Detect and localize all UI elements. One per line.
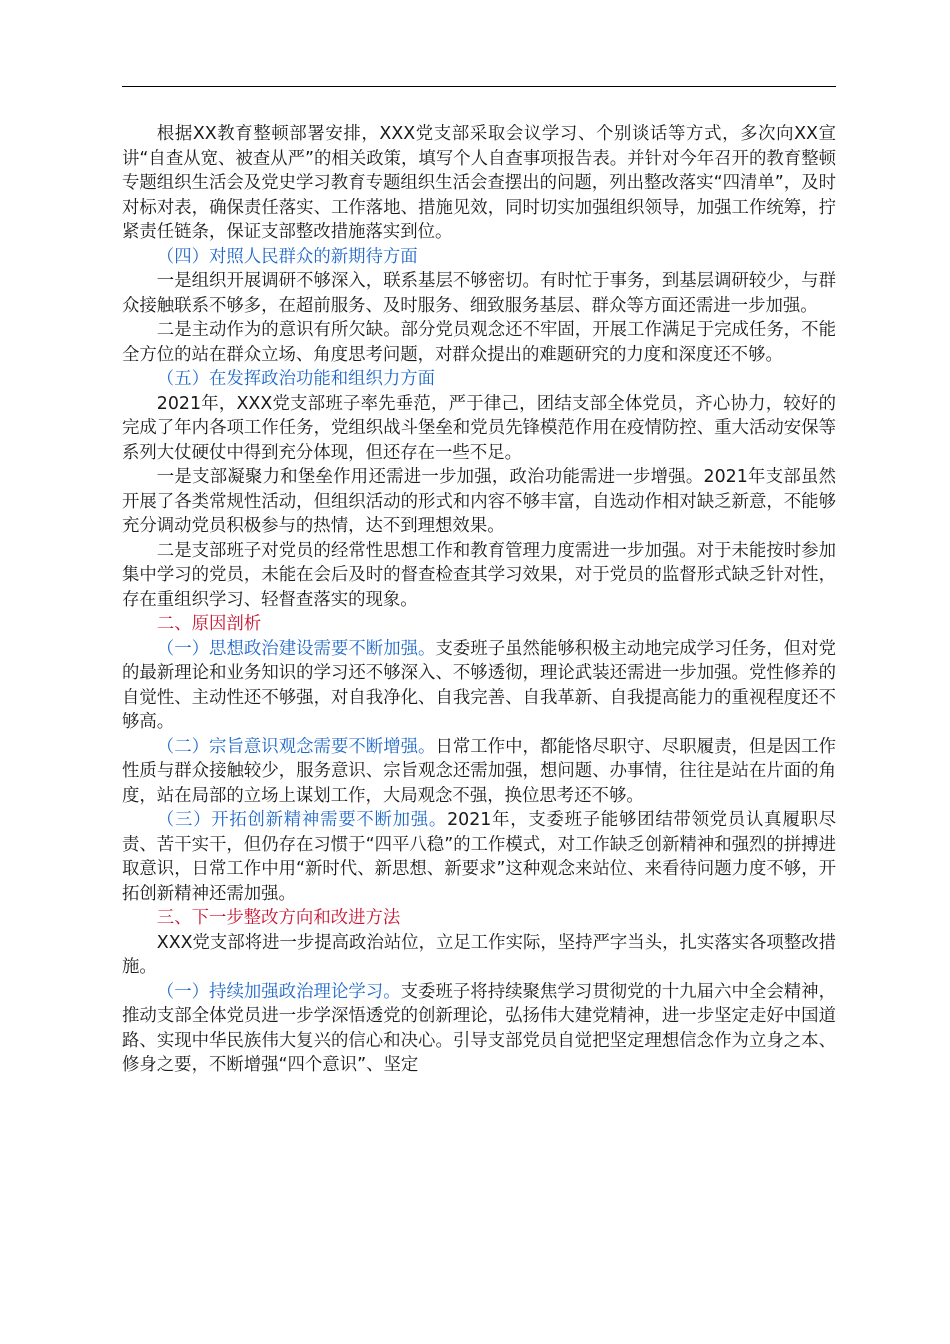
paragraph-4-2: 二是主动作为的意识有所欠缺。部分党员观念还不牢固，开展工作满足于完成任务，不能全方位的站在群众立场、角度思考问题，对群众提出的难题研究的力度和深度还不够。 <box>122 320 836 365</box>
paragraph-next-1 <box>122 980 836 1078</box>
paragraph-next-1-text: 支委班子将持续聚焦学习贯彻党的十九届六中全会精神，推动支部全体党员进一步学深悟透党的创新理论，弘扬伟大建党精神，进一步坚定走好中国道路、实现中华民族伟大复兴的信心和决心。引导支部党员自觉把坚定理想信念作为立身之本、修身之要，不断增强“四个意识”、坚定 <box>122 981 836 1075</box>
paragraph-cause-2 <box>122 735 836 809</box>
paragraph-cause-1-text: 支委班子虽然能够积极主动地完成学习任务，但对党的最新理论和业务知识的学习还不够深入、不够透彻，理论武装还需进一步加强。党性修养的自觉性、主动性还不够强，对自我净化、自我完善、自我革新、自我提高能力的重视程度还不够高。 <box>122 638 836 732</box>
paragraph-5-2: 二是支部班子对党员的经常性思想工作和教育管理力度需进一步加强。对于未能按时参加集中学习的党员，未能在会后及时的督查检查其学习效果，对于党员的监督形式缺乏针对性，存在重组织学习、轻督查落实的现象。 <box>122 540 836 610</box>
paragraph-next-intro: XXX党支部将进一步提高政治站位，立足工作实际，坚持严字当头，扎实落实各项整改措施。 <box>122 932 836 977</box>
lead-heading-cause-2: （二）宗旨意识观念需要不断增强。 <box>156 736 436 757</box>
heading-section-4: （四）对照人民群众的新期待方面 <box>156 246 418 267</box>
paragraph-cause-3-text: 2021年，支委班子能够团结带领党员认真履职尽责、苦干实干，但仍存在习惯于“四平八稳”的工作模式，对工作缺乏创新精神和强烈的拼搏进取意识，日常工作中用“新时代、新思想、新要求”这种观念来站位、来看待问题力度不够，开拓创新精神还需加强。 <box>122 810 836 904</box>
lead-heading-next-1: （一）持续加强政治理论学习。 <box>156 981 401 1002</box>
paragraph-cause-3 <box>122 808 836 906</box>
lead-heading-cause-1: （一）思想政治建设需要不断加强。 <box>156 638 436 659</box>
paragraph-5-intro: 2021年，XXX党支部班子率先垂范，严于律己，团结支部全体党员，齐心协力，较好的完成了年内各项工作任务，党组织战斗堡垒和党员先锋模范作用在疫情防控、重大活动安保等系列大仗硬仗中得到充分体现，但还存在一些不足。 <box>122 393 836 463</box>
heading-section-5: （五）在发挥政治功能和组织力方面 <box>156 369 436 389</box>
paragraph-intro: 根据XX教育整顿部署安排，XXX党支部采取会议学习、个别谈话等方式，多次向XX宣讲“自查从宽、被查从严”的相关政策，填写个人自查事项报告表。并针对今年召开的教育整顿专题组织生活会及党史学习教育专题组织生活会查摆出的问题，列出整改落实“四清单”，及时对标对表，确保责任落实、工作落地、措施见效，同时切实加强组织领导，加强工作统筹，拧紧责任链条，保证支部整改措施落实到位。 <box>122 124 836 242</box>
lead-heading-cause-3: （三）开拓创新精神需要不断加强。 <box>156 810 448 830</box>
heading-cause-analysis: 二、原因剖析 <box>156 614 262 634</box>
paragraph-5-1: 一是支部凝聚力和堡垒作用还需进一步加强，政治功能需进一步增强。2021年支部虽然开展了各类常规性活动，但组织活动的形式和内容不够丰富，自选动作相对缺乏新意，不能够充分调动党员积极参与的热情，达不到理想效果。 <box>122 467 836 536</box>
heading-next-steps: 三、下一步整改方向和改进方法 <box>156 908 401 928</box>
paragraph-cause-1 <box>122 637 836 735</box>
paragraph-4-1: 一是组织开展调研不够深入，联系基层不够密切。有时忙于事务，到基层调研较少，与群众接触联系不够多，在超前服务、及时服务、细致服务基层、群众等方面还需进一步加强。 <box>122 271 836 316</box>
header-rule <box>122 86 836 87</box>
document-body <box>122 122 836 1078</box>
paragraph-cause-2-text: 日常工作中，都能恪尽职守、尽职履责，但是因工作性质与群众接触较少，服务意识、宗旨观念还需加强，想问题、办事情，往往是站在片面的角度，站在局部的立场上谋划工作，大局观念不强，换位思考还不够。 <box>122 736 836 806</box>
